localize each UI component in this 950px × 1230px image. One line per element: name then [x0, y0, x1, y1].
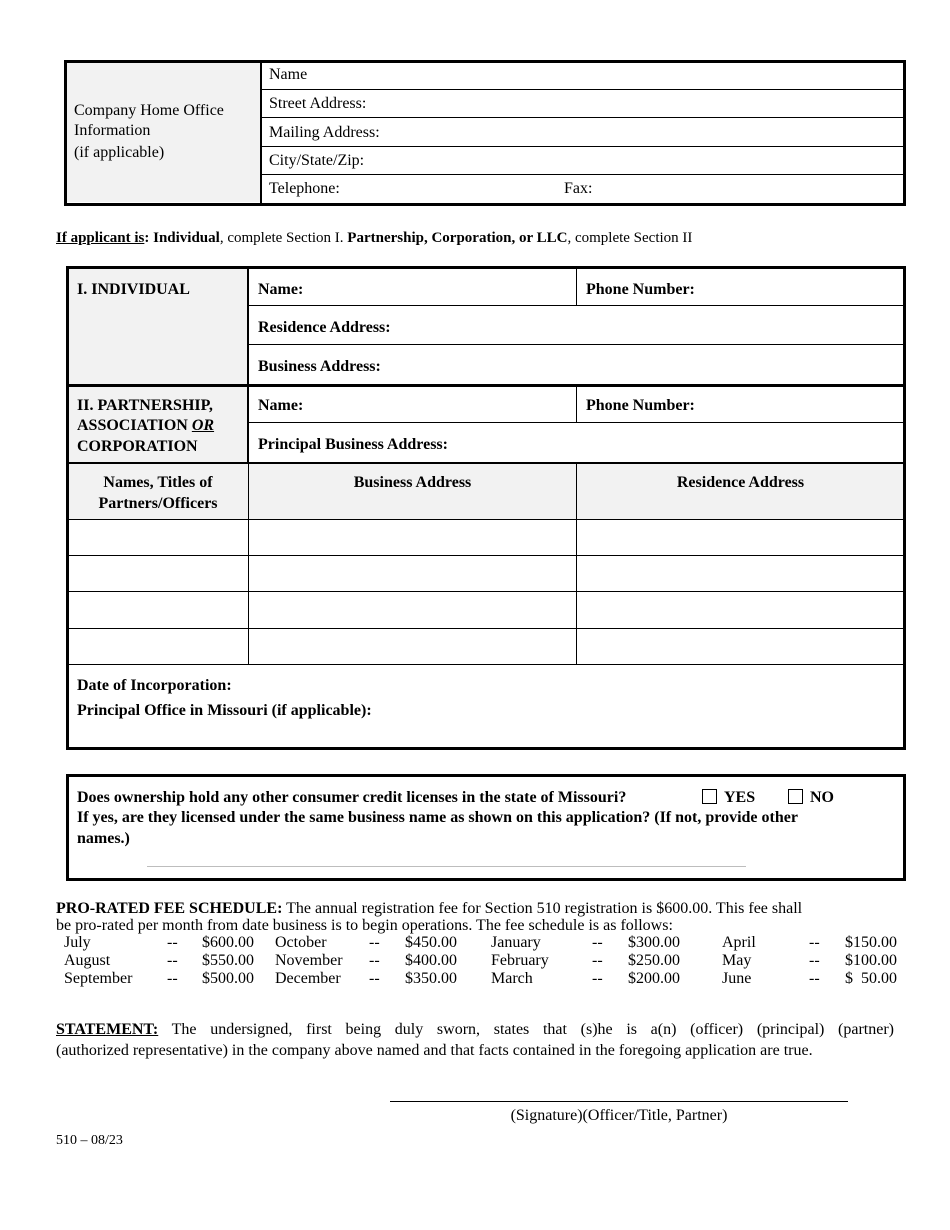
statement-line: [56, 1020, 894, 1040]
fee-schedule-text: The annual registration fee for Section 510 registration is $600.00. This fee shall: [282, 900, 803, 917]
instructions-text: , complete Section II: [567, 230, 693, 246]
fee-month: October: [275, 934, 327, 951]
section-divider: [68, 384, 904, 387]
fee-month: November: [275, 952, 343, 969]
fee-dash: --: [809, 952, 820, 969]
other-names-line[interactable]: [147, 866, 746, 867]
fee-row: [0, 970, 950, 988]
home-office-row-line: [261, 174, 904, 175]
instructions-colon: :: [144, 230, 150, 246]
name-phone-divider: [576, 386, 577, 423]
partners-row-line: [68, 591, 904, 592]
fee-month: May: [722, 952, 752, 969]
home-office-row-line: [261, 117, 904, 118]
fee-amount: $200.00: [628, 970, 680, 987]
fee-amount: $400.00: [405, 952, 457, 969]
fee-amount: $450.00: [405, 934, 457, 951]
yes-checkbox[interactable]: [702, 789, 717, 804]
date-of-incorporation-field[interactable]: Date of Incorporation:: [77, 677, 232, 694]
home-office-city-field[interactable]: City/State/Zip:: [269, 152, 365, 169]
fee-dash: --: [167, 952, 178, 969]
home-office-label-line: Information: [74, 122, 151, 139]
partners-col-divider: [248, 464, 249, 664]
fee-amount: $100.00: [845, 952, 897, 969]
fee-month: April: [722, 934, 756, 951]
section2-title-or: OR: [191, 417, 215, 434]
section2-principal-address-field[interactable]: Principal Business Address:: [258, 436, 448, 453]
fee-amount: $250.00: [628, 952, 680, 969]
section2-row-line: [248, 422, 904, 423]
section2-row-line: [68, 462, 904, 464]
fee-row: [0, 934, 950, 952]
statement-line: (authorized representative) in the company above named and that facts contained in the foregoing application are true.: [56, 1042, 813, 1059]
fee-amount: $150.00: [845, 934, 897, 951]
fee-month: March: [491, 970, 533, 987]
signature-line[interactable]: [390, 1101, 848, 1102]
home-office-row-line: [261, 146, 904, 147]
home-office-label-line: Company Home Office: [74, 102, 224, 119]
fee-dash: --: [369, 970, 380, 987]
fee-row: [0, 952, 950, 970]
name-phone-divider: [576, 268, 577, 306]
section1-residence-field[interactable]: Residence Address:: [258, 319, 391, 336]
home-office-fax-field[interactable]: Fax:: [564, 180, 593, 197]
section2-phone-field[interactable]: Phone Number:: [586, 397, 695, 414]
applicant-instructions: [56, 228, 692, 248]
instructions-text: , complete Section I.: [219, 230, 344, 246]
section2-title-line: II. PARTNERSHIP,: [77, 397, 213, 414]
no-checkbox[interactable]: [788, 789, 803, 804]
section1-business-field[interactable]: Business Address:: [258, 358, 381, 375]
fee-month: December: [275, 970, 341, 987]
fee-amount: $300.00: [628, 934, 680, 951]
partners-col-divider: [576, 464, 577, 664]
fee-amount: $550.00: [202, 952, 254, 969]
instructions-lead: If applicant is: [56, 230, 145, 246]
section2-title-association: ASSOCIATION: [77, 417, 192, 434]
signature-caption: (Signature)(Officer/Title, Partner): [510, 1107, 728, 1124]
form-id: 510 – 08/23: [56, 1133, 123, 1148]
no-label: NO: [810, 789, 834, 806]
instructions-corporation: Corporation, or LLC: [431, 230, 568, 246]
fee-amount: $ 50.00: [845, 970, 897, 987]
statement-heading: STATEMENT:: [56, 1021, 159, 1038]
fee-dash: --: [369, 934, 380, 951]
fee-month: September: [64, 970, 133, 987]
fee-dash: --: [592, 952, 603, 969]
section2-title-line: [77, 416, 214, 436]
residence-address-col-header: Residence Address: [676, 474, 805, 491]
fee-month: June: [722, 970, 752, 987]
business-address-col-header: Business Address: [353, 474, 472, 491]
ownership-followup: If yes, are they licensed under the same business name as shown on this application? (If not, provide other: [77, 809, 798, 826]
ownership-question: Does ownership hold any other consumer credit licenses in the state of Missouri?: [77, 789, 627, 806]
fee-amount: $600.00: [202, 934, 254, 951]
home-office-box: [64, 60, 906, 206]
section1-title: I. INDIVIDUAL: [77, 281, 190, 298]
statement-text: The undersigned, first being duly sworn, states that (s)he is a(n) (officer) (principal) (partner): [158, 1021, 894, 1038]
partners-row-line: [68, 628, 904, 629]
fee-dash: --: [167, 970, 178, 987]
instructions-individual: Individual: [153, 230, 220, 246]
fee-schedule-heading: PRO-RATED FEE SCHEDULE:: [56, 900, 283, 917]
fee-dash: --: [369, 952, 380, 969]
partners-row-line: [68, 519, 904, 520]
section1-phone-field[interactable]: Phone Number:: [586, 281, 695, 298]
partners-row-line: [68, 555, 904, 556]
principal-office-missouri-field[interactable]: Principal Office in Missouri (if applicable):: [77, 702, 372, 719]
fee-dash: --: [167, 934, 178, 951]
home-office-telephone-field[interactable]: Telephone:: [269, 180, 340, 197]
home-office-street-field[interactable]: Street Address:: [269, 95, 367, 112]
home-office-divider: [260, 62, 262, 204]
section2-title-line: CORPORATION: [77, 438, 198, 455]
home-office-mailing-field[interactable]: Mailing Address:: [269, 124, 380, 141]
home-office-name-field[interactable]: Name: [269, 66, 308, 83]
section-label-divider: [247, 268, 249, 464]
fee-schedule-text: be pro-rated per month from date business is to begin operations. The fee schedule is as follows:: [56, 917, 673, 934]
fee-month: July: [64, 934, 91, 951]
section1-row-line: [248, 344, 904, 345]
section1-row-line: [248, 305, 904, 306]
fee-amount: $350.00: [405, 970, 457, 987]
section2-name-field[interactable]: Name:: [258, 397, 304, 414]
partners-col-header: Partners/Officers: [98, 495, 218, 512]
yes-label: YES: [724, 789, 756, 806]
section1-name-field[interactable]: Name:: [258, 281, 304, 298]
instructions-partnership: Partnership: [347, 230, 424, 246]
fee-month: February: [491, 952, 549, 969]
instructions-comma: ,: [423, 230, 428, 246]
fee-dash: --: [592, 934, 603, 951]
fee-month: August: [64, 952, 111, 969]
partners-col-header: Names, Titles of: [103, 474, 213, 491]
partners-row-line: [68, 664, 904, 665]
fee-dash: --: [809, 934, 820, 951]
home-office-row-line: [261, 89, 904, 90]
fee-dash: --: [592, 970, 603, 987]
fee-amount: $500.00: [202, 970, 254, 987]
ownership-followup: names.): [77, 830, 130, 847]
fee-month: January: [491, 934, 541, 951]
fee-dash: --: [809, 970, 820, 987]
home-office-label-line: (if applicable): [74, 144, 165, 161]
